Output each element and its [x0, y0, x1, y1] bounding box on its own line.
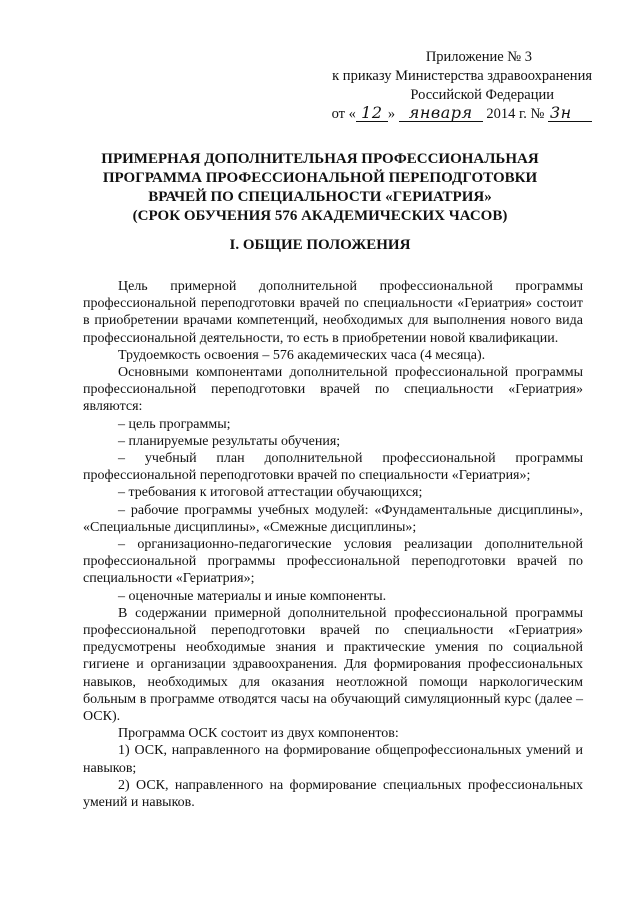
appendix-number: Приложение № 3 — [425, 49, 532, 65]
document-body — [83, 278, 583, 811]
date-mid: » — [387, 106, 396, 122]
list-item: – планируемые результаты обучения; — [118, 433, 341, 449]
title-line-2: ПРОГРАММА ПРОФЕССИОНАЛЬНОЙ ПЕРЕПОДГОТОВКИ — [102, 170, 538, 186]
appendix-header — [300, 48, 592, 124]
section-heading: I. ОБЩИЕ ПОЛОЖЕНИЯ — [229, 237, 411, 253]
list-item: – цель программы; — [118, 416, 231, 432]
title-line-4: (СРОК ОБУЧЕНИЯ 576 АКАДЕМИЧЕСКИХ ЧАСОВ) — [132, 208, 508, 224]
order-date-line — [300, 105, 592, 124]
list-item: – организационно-педагогические условия реализации дополнительной профессиональной программы профессиональной переподготовки врачей по специальности «Гериатрия»; — [83, 537, 583, 587]
handwritten-day: 12 — [356, 105, 388, 122]
handwritten-month: января — [399, 105, 483, 122]
paragraph-osk-1: 1) ОСК, направленного на формирование общепрофессиональных умений и навыков; — [83, 743, 583, 776]
list-item: – учебный план дополнительной профессиональной программы профессиональной переподготовки врачей по специальности «Гериатрия»; — [83, 451, 583, 484]
paragraph-workload: Трудоемкость освоения – 576 академических часа (4 месяца). — [118, 347, 486, 363]
list-item: – оценочные материалы и иные компоненты. — [118, 588, 387, 604]
ministry-country: Российской Федерации — [410, 87, 554, 103]
order-reference: к приказу Министерства здравоохранения — [332, 68, 592, 84]
paragraph-goal: Цель примерной дополнительной профессиональной программы профессиональной переподготовки врачей по специальности «Гериатрия» состоит в приобретении врачами компетенций, необходимых для выполнения нового вида профессиональной деятельности, то есть в приобретении новой квалификации. — [83, 279, 583, 346]
paragraph-content: В содержании примерной дополнительной профессиональной программы профессиональной переподготовки врачей по специальности «Гериатрия» предусмотрены необходимые знания и практические умения по социальной гигиене и организации здравоохранения. Для формирования профессиональных навыков, необходимых для оказания неотложной помощи наркологическим больным в программе отводятся часы на обучающий симуляционный курс (далее – ОСК). — [83, 605, 583, 725]
title-line-3: ВРАЧЕЙ ПО СПЕЦИАЛЬНОСТИ «ГЕРИАТРИЯ» — [148, 189, 492, 205]
paragraph-osk: Программа ОСК состоит из двух компонентов: — [118, 726, 399, 742]
year-text: 2014 г. № — [486, 106, 545, 122]
title-line-1: ПРИМЕРНАЯ ДОПОЛНИТЕЛЬНАЯ ПРОФЕССИОНАЛЬНАЯ — [101, 151, 539, 167]
paragraph-components: Основными компонентами дополнительной профессиональной программы профессиональной переподготовки врачей по специальности «Гериатрия» являются: — [83, 365, 583, 415]
list-item: – требования к итоговой аттестации обучающихся; — [118, 485, 423, 501]
handwritten-order-number: 3н — [548, 105, 592, 122]
date-prefix: от « — [331, 106, 356, 122]
program-title — [60, 150, 580, 226]
list-item: – рабочие программы учебных модулей: «Фундаментальные дисциплины», «Специальные дисциплины», «Смежные дисциплины»; — [83, 502, 583, 535]
paragraph-osk-2: 2) ОСК, направленного на формирование специальных профессиональных умений и навыков. — [83, 777, 583, 811]
